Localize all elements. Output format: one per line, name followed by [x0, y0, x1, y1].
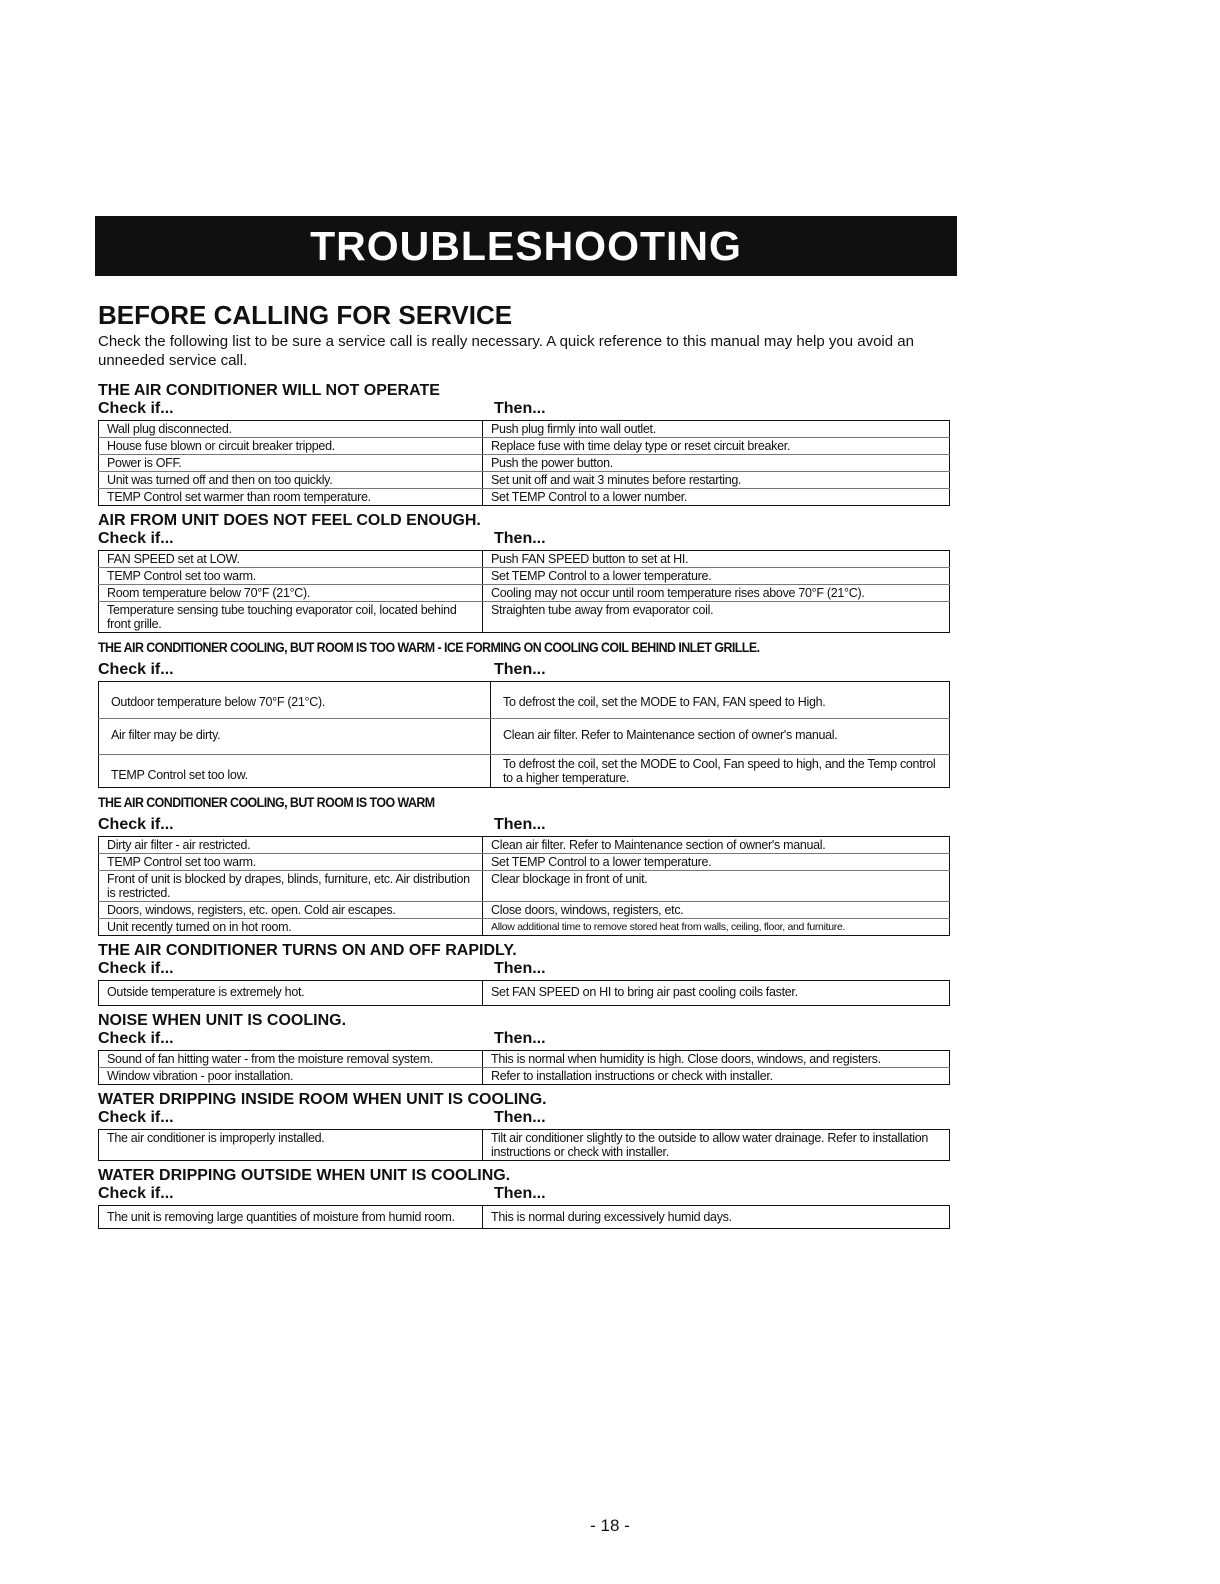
check-cell: Front of unit is blocked by drapes, blinds, furniture, etc. Air distribution is restricted. — [99, 871, 483, 902]
table-row — [99, 421, 950, 438]
table-row — [99, 1206, 950, 1229]
check-if-header: Check if... — [98, 400, 174, 417]
check-cell: Air filter may be dirty. — [99, 719, 491, 755]
then-cell: Allow additional time to remove stored heat from walls, ceiling, floor, and furniture. — [491, 921, 846, 933]
section-not-cold-enough — [98, 512, 954, 633]
section-title: AIR FROM UNIT DOES NOT FEEL COLD ENOUGH. — [98, 512, 481, 529]
check-cell: Wall plug disconnected. — [99, 421, 483, 438]
check-cell: Window vibration - poor installation. — [99, 1068, 483, 1085]
then-cell: This is normal when humidity is high. Close doors, windows, and registers. — [483, 1051, 950, 1068]
check-if-header: Check if... — [98, 1030, 174, 1047]
then-cell: Tilt air conditioner slightly to the outside to allow water drainage. Refer to installation instructions or check with installer. — [491, 1131, 929, 1159]
check-cell: Outdoor temperature below 70°F (21°C). — [99, 682, 491, 719]
table-row — [99, 568, 950, 585]
then-cell: To defrost the coil, set the MODE to Cool, Fan speed to high, and the Temp control to a higher temperature. — [503, 757, 936, 785]
then-header: Then... — [494, 661, 546, 678]
then-cell: Close doors, windows, registers, etc. — [483, 902, 950, 919]
check-cell: TEMP Control set too low. — [99, 755, 491, 788]
then-header: Then... — [494, 400, 546, 417]
section-title: WATER DRIPPING INSIDE ROOM WHEN UNIT IS COOLING. — [98, 1091, 547, 1108]
section-on-off-rapidly — [98, 942, 954, 1006]
check-cell: Unit was turned off and then on too quickly. — [99, 472, 483, 489]
check-if-header: Check if... — [98, 1109, 174, 1126]
section-ice-forming — [98, 639, 954, 788]
table-row — [99, 472, 950, 489]
table-row — [99, 489, 950, 506]
column-headers — [98, 1109, 954, 1127]
then-header: Then... — [494, 1030, 546, 1047]
section-title: NOISE WHEN UNIT IS COOLING. — [98, 1012, 347, 1029]
then-cell: Set TEMP Control to a lower temperature. — [483, 568, 950, 585]
troubleshooting-table — [98, 1129, 950, 1161]
table-row — [99, 1051, 950, 1068]
troubleshooting-table — [98, 550, 950, 633]
troubleshooting-content — [98, 300, 954, 1235]
then-cell: Clean air filter. Refer to Maintenance section of owner's manual. — [483, 837, 950, 854]
then-cell: Set unit off and wait 3 minutes before restarting. — [483, 472, 950, 489]
check-cell: Unit recently turned on in hot room. — [99, 919, 483, 936]
section-will-not-operate — [98, 382, 954, 506]
table-row — [99, 871, 950, 902]
then-cell: Set TEMP Control to a lower number. — [491, 490, 688, 504]
table-row — [99, 854, 950, 871]
table-row — [99, 755, 950, 788]
troubleshooting-table — [98, 1050, 950, 1085]
page-banner: TROUBLESHOOTING — [95, 216, 957, 276]
column-headers — [98, 530, 954, 548]
check-cell: Dirty air filter - air restricted. — [99, 837, 483, 854]
check-if-header: Check if... — [98, 661, 174, 678]
check-cell: House fuse blown or circuit breaker tripped. — [99, 438, 483, 455]
section-title: THE AIR CONDITIONER COOLING, BUT ROOM IS TOO WARM — [98, 795, 435, 810]
then-header: Then... — [494, 960, 546, 977]
then-cell: Clear blockage in front of unit. — [483, 871, 950, 902]
check-if-header: Check if... — [98, 816, 174, 833]
then-cell: Replace fuse with time delay type or reset circuit breaker. — [483, 438, 950, 455]
check-cell: The unit is removing large quantities of moisture from humid room. — [99, 1206, 483, 1229]
section-dripping-inside — [98, 1091, 954, 1161]
table-row — [99, 585, 950, 602]
section-room-too-warm — [98, 794, 954, 936]
then-header: Then... — [494, 816, 546, 833]
check-if-header: Check if... — [98, 530, 174, 547]
check-cell: FAN SPEED set at LOW. — [99, 551, 483, 568]
then-cell: Push plug firmly into wall outlet. — [483, 421, 950, 438]
then-header: Then... — [494, 530, 546, 547]
table-row — [99, 902, 950, 919]
column-headers — [98, 960, 954, 978]
section-title: THE AIR CONDITIONER TURNS ON AND OFF RAPIDLY. — [98, 942, 517, 959]
troubleshooting-table — [98, 836, 950, 936]
column-headers — [98, 816, 954, 834]
check-cell: Power is OFF. — [99, 455, 483, 472]
then-cell: This is normal during excessively humid days. — [491, 1210, 732, 1224]
then-cell: Straighten tube away from evaporator coil. — [491, 603, 714, 617]
table-row — [99, 438, 950, 455]
then-header: Then... — [494, 1185, 546, 1202]
check-cell: Temperature sensing tube touching evaporator coil, located behind front grille. — [99, 602, 483, 633]
check-if-header: Check if... — [98, 960, 174, 977]
check-cell: TEMP Control set warmer than room temperature. — [99, 489, 483, 506]
page-number: - 18 - — [590, 1516, 630, 1535]
then-cell: To defrost the coil, set the MODE to FAN, FAN speed to High. — [491, 682, 950, 719]
section-dripping-outside — [98, 1167, 954, 1229]
table-row — [99, 981, 950, 1006]
then-cell: Set FAN SPEED on HI to bring air past cooling coils faster. — [491, 985, 798, 999]
check-cell: Outside temperature is extremely hot. — [99, 981, 483, 1006]
then-cell: Clean air filter. Refer to Maintenance section of owner's manual. — [491, 719, 950, 755]
check-cell: TEMP Control set too warm. — [99, 568, 483, 585]
table-row — [99, 1130, 950, 1161]
intro-text: Check the following list to be sure a service call is really necessary. A quick reference to this manual may help you avoid an unneeded service call. — [98, 333, 914, 369]
table-row — [99, 455, 950, 472]
section-title: WATER DRIPPING OUTSIDE WHEN UNIT IS COOLING. — [98, 1167, 511, 1184]
then-cell: Refer to installation instructions or check with installer. — [491, 1069, 773, 1083]
table-row — [99, 551, 950, 568]
troubleshooting-table — [98, 1205, 950, 1229]
column-headers — [98, 1030, 954, 1048]
section-noise — [98, 1012, 954, 1085]
then-cell: Push FAN SPEED button to set at HI. — [483, 551, 950, 568]
check-cell: Room temperature below 70°F (21°C). — [99, 585, 483, 602]
section-title: THE AIR CONDITIONER WILL NOT OPERATE — [98, 382, 440, 399]
check-cell: Sound of fan hitting water - from the moisture removal system. — [99, 1051, 483, 1068]
check-cell: Doors, windows, registers, etc. open. Cold air escapes. — [99, 902, 483, 919]
then-cell: Push the power button. — [483, 455, 950, 472]
table-row — [99, 919, 950, 936]
main-heading: BEFORE CALLING FOR SERVICE — [98, 300, 513, 330]
section-title: THE AIR CONDITIONER COOLING, BUT ROOM IS TOO WARM - ICE FORMING ON COOLING COIL BEHIND INLET GRILLE. — [98, 640, 760, 655]
table-row — [99, 1068, 950, 1085]
table-row — [99, 682, 950, 719]
then-header: Then... — [494, 1109, 546, 1126]
table-row — [99, 719, 950, 755]
then-cell: Cooling may not occur until room temperature rises above 70°F (21°C). — [483, 585, 950, 602]
troubleshooting-table — [98, 681, 950, 788]
check-cell: The air conditioner is improperly installed. — [99, 1130, 483, 1161]
table-row — [99, 837, 950, 854]
column-headers — [98, 1185, 954, 1203]
column-headers — [98, 400, 954, 418]
check-if-header: Check if... — [98, 1185, 174, 1202]
troubleshooting-table — [98, 980, 950, 1006]
table-row — [99, 602, 950, 633]
check-cell: TEMP Control set too warm. — [99, 854, 483, 871]
then-cell: Set TEMP Control to a lower temperature. — [483, 854, 950, 871]
troubleshooting-table — [98, 420, 950, 506]
column-headers — [98, 661, 954, 679]
